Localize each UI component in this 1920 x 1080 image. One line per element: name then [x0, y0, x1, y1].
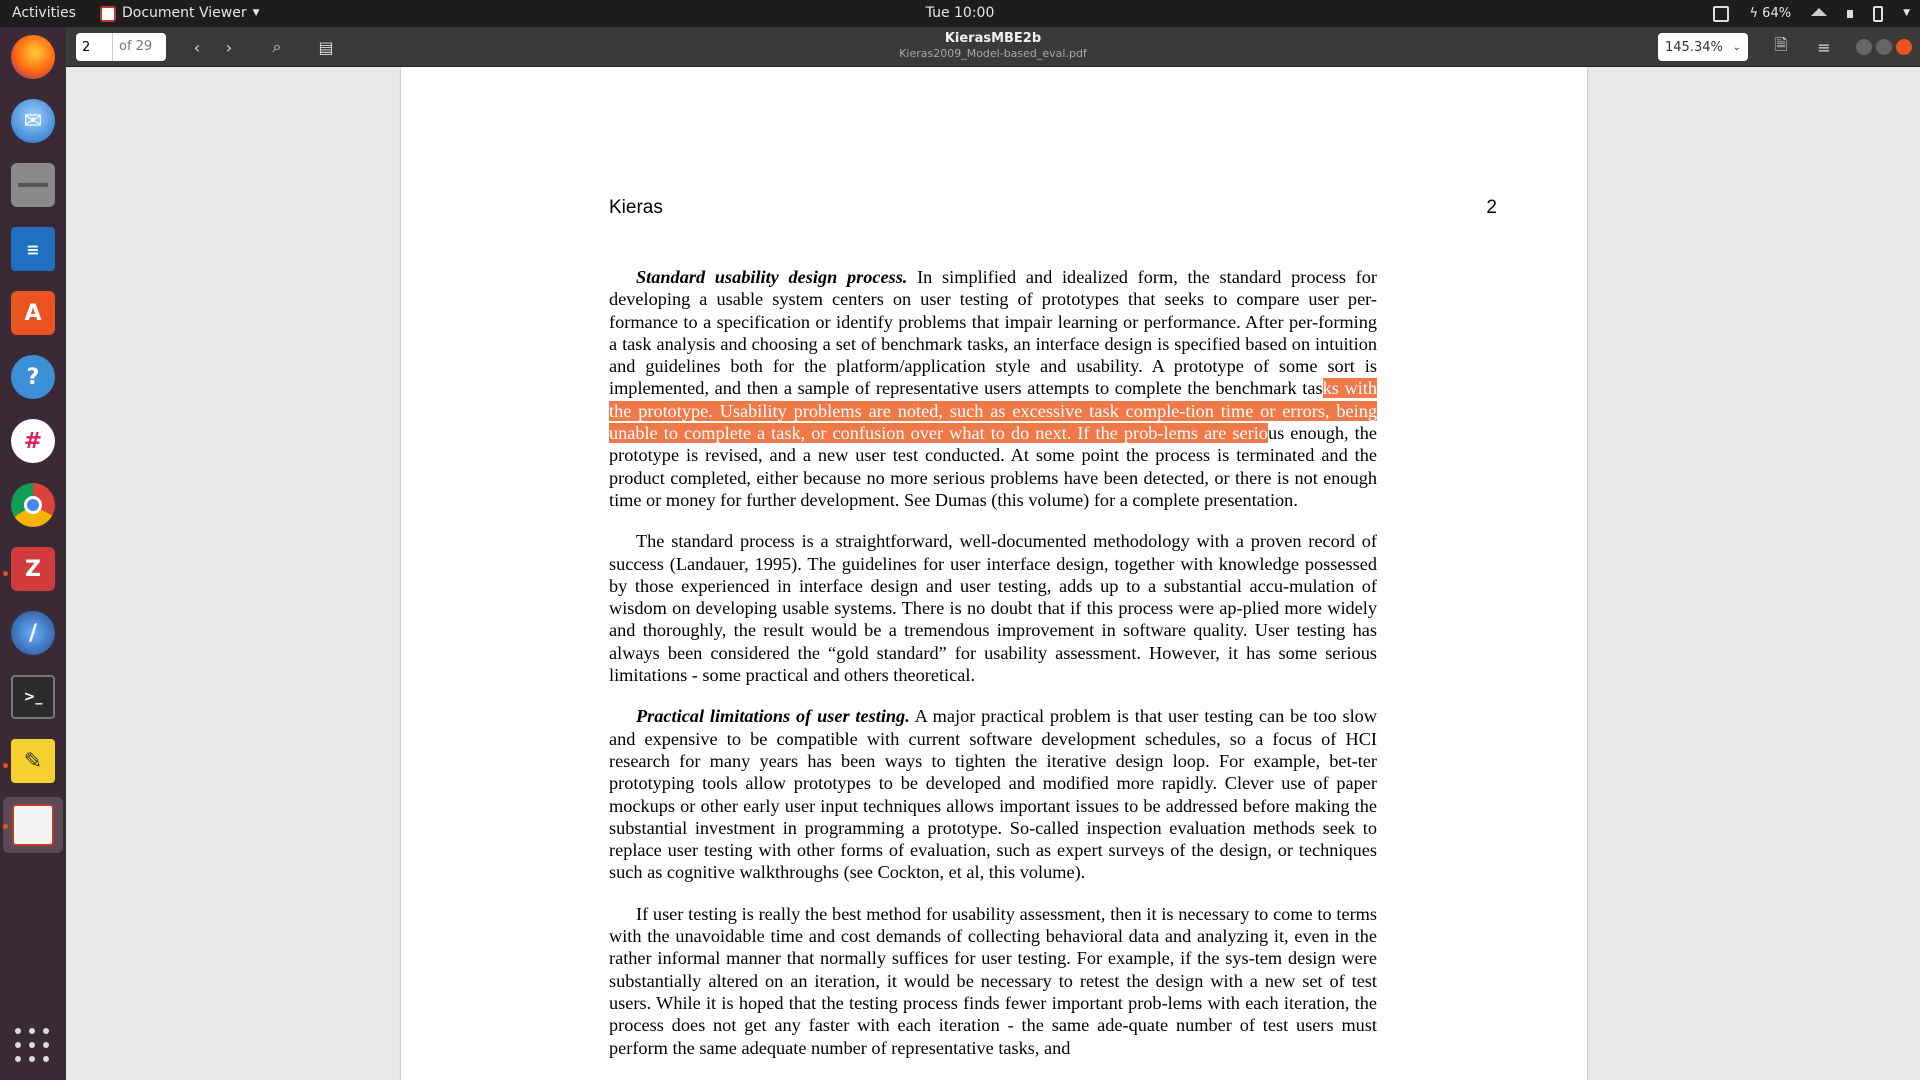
running-indicator — [3, 824, 8, 829]
thunderbird-icon[interactable]: ✉ — [11, 99, 55, 143]
paragraph-heading: Practical limitations of user testing. — [636, 706, 910, 727]
page-number: 2 — [1486, 197, 1497, 218]
zoom-level: 145.34% — [1665, 39, 1723, 55]
print-button[interactable] — [1766, 33, 1796, 61]
writer-icon[interactable]: ≡ — [11, 227, 55, 271]
running-indicator — [3, 763, 8, 768]
header-bar — [66, 27, 1920, 67]
close-button[interactable] — [1896, 39, 1912, 55]
page-total: of 29 — [112, 33, 152, 61]
annotations-button[interactable] — [311, 33, 341, 61]
app-menu-label: Document Viewer — [122, 5, 247, 21]
clock[interactable]: Tue 10:00 — [925, 5, 995, 21]
caret-down-icon: ▼ — [252, 8, 260, 18]
terminal-icon[interactable]: >_ — [11, 675, 55, 719]
document-title: KierasMBE2b — [944, 31, 1042, 46]
bolt-icon: ϟ — [1749, 6, 1759, 21]
files-icon[interactable] — [11, 163, 55, 207]
battery-status[interactable] — [1749, 0, 1791, 27]
dropbox-icon[interactable] — [1811, 8, 1827, 16]
hamburger-icon: ≡ — [1817, 37, 1831, 57]
top-bar — [0, 0, 1920, 27]
activities-button[interactable]: Activities — [12, 5, 76, 21]
previous-page-button[interactable]: ‹ — [193, 37, 201, 57]
system-menu-caret-icon[interactable]: ▼ — [1903, 8, 1910, 18]
pycharm-icon[interactable]: / — [11, 611, 55, 655]
document-viewer-dock-item[interactable] — [3, 797, 63, 853]
battery-icon[interactable] — [1873, 6, 1883, 22]
app-menu[interactable] — [100, 0, 260, 27]
help-icon[interactable]: ? — [11, 355, 55, 399]
running-indicator — [3, 571, 8, 576]
software-center-icon[interactable]: A — [11, 291, 55, 335]
paragraph-text: us enough, the prototype is revised, and a new user test conducted. At some point the process is terminated and the product completed, either because no more serious problems have been detected, or there is not enough time or money for further development. See Dumas (this volume) for a complete presentation. — [609, 423, 1377, 510]
paragraph-text: A major practical problem is that user testing can be too slow and expensive to be compatible with current software development schedules, so a focus of HCI research for many years has been ways to tighten the iterative design loop. For example, bet-ter prototyping tools allow prototypes to be developed and modified more rapidly. Clever use of paper mockups or other early user input techniques allows important issues to be addressed before making the substantial investment in programming a prototype. So-called inspection evaluation methods seek to replace user testing with other forms of evaluation, such as expert surveys of the design, or techniques such as cognitive walkthroughs (see Cockton, et al, this volume). — [609, 706, 1377, 883]
zotero-icon[interactable]: Z — [11, 547, 55, 591]
running-head: Kieras — [609, 197, 663, 218]
paragraph-heading: Standard usability design process. — [636, 267, 908, 287]
slack-icon[interactable]: # — [11, 419, 55, 463]
paragraph[interactable] — [609, 266, 1377, 511]
page-input[interactable] — [76, 33, 112, 61]
page-selector[interactable] — [76, 33, 166, 61]
chrome-icon[interactable] — [11, 483, 55, 527]
show-applications-button[interactable] — [15, 1028, 51, 1064]
minimize-button[interactable] — [1856, 39, 1872, 55]
paragraph[interactable]: If user testing is really the best method for usability assessment, then it is necessary to come to terms with the unavoidable time and cost demands of collecting behavioral data and analyzing it, even in the rather informal manner that normally suffices for user testing. For example, if the sys-tem design were substantially altered on an iteration, it would be necessary to retest the design with a new set of test users. While it is hoped that the testing process finds fewer important prob-lems with each iteration, the process does not get any faster with each iteration - the same ade-quate number of test users must perform the same adequate number of representative tasks, and — [609, 903, 1377, 1058]
dock — [0, 27, 66, 1080]
paragraph[interactable]: The standard process is a straightforward, well-documented methodology with a proven record of success (Landauer, 1995). The guidelines for user interface design, together with knowledge possessed by those experienced in interface design and user testing, adds up to a substantial accu-mulation of wisdom on developing usable systems. There is no doubt that if this process were ap-plied more widely and thoroughly, the result would be a tremendous improvement in software quality. User testing has always been considered the “gold standard” for usability assessment. However, it has some serious limitations - some practical and others theoretical. — [609, 531, 1377, 686]
text-selection[interactable]: ks with the prototype. Usability problems are noted, such as excessive task comple-tion time or errors, being unable to complete a task, or confusion over what to do next. If the prob-lems are serio — [609, 378, 1378, 444]
next-page-button[interactable]: › — [225, 37, 233, 57]
document-view[interactable] — [66, 67, 1920, 1080]
document-viewer-icon — [100, 6, 116, 22]
clipboard-icon: ▤ — [318, 37, 334, 57]
volume-icon[interactable] — [1847, 10, 1853, 18]
page-body[interactable] — [609, 266, 1377, 1078]
notes-icon[interactable]: ✎ — [11, 739, 55, 783]
system-tray[interactable] — [1713, 0, 1910, 27]
firefox-icon[interactable] — [11, 35, 55, 79]
battery-percent: 64% — [1762, 6, 1792, 21]
window-title — [66, 31, 1920, 60]
chevron-down-icon: ⌄ — [1732, 41, 1741, 53]
pdf-page[interactable] — [401, 67, 1587, 1080]
maximize-button[interactable] — [1876, 39, 1892, 55]
notes-indicator-icon[interactable] — [1713, 6, 1729, 22]
document-filename: Kieras2009_Model-based_eval.pdf — [899, 47, 1087, 60]
document-icon: 🗎 — [1774, 34, 1788, 54]
paragraph-text: In simplified and idealized form, the standard process for developing a usable system centers on user testing of prototypes that seeks to compare user per-formance to a specification or identify problems that impair learning or performance. After per-forming a task analysis and choosing a set of benchmark tasks, an interface design is specified based on intuition and guidelines both for the platform/application style and usability. A prototype of some sort is implemented, and then a sample of representative users attempts to complete the benchmark tas — [609, 267, 1377, 399]
paragraph[interactable] — [609, 705, 1377, 883]
search-button[interactable] — [262, 33, 292, 61]
menu-button[interactable] — [1809, 33, 1839, 61]
search-icon: ⌕ — [272, 37, 282, 56]
zoom-selector[interactable] — [1658, 33, 1748, 61]
